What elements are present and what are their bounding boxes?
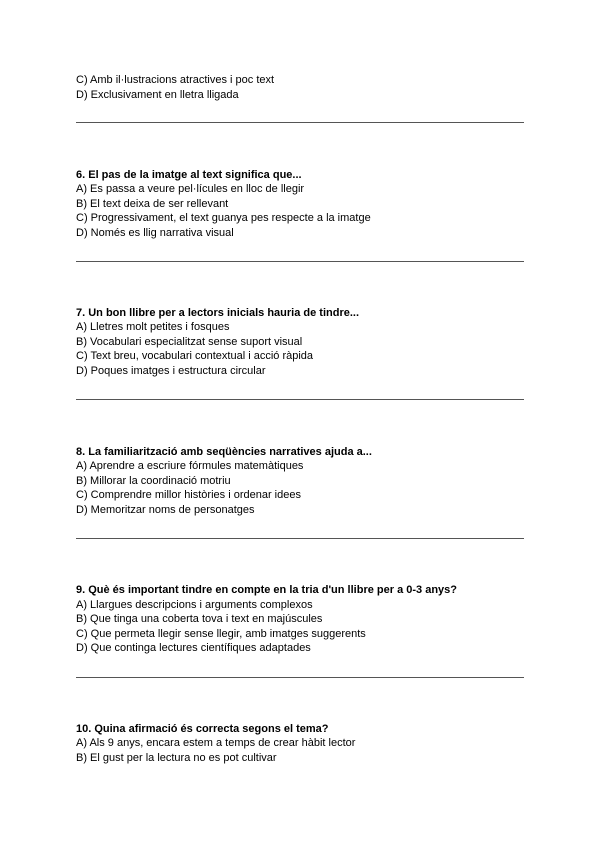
divider	[76, 399, 524, 400]
q9-option-a: A) Llargues descripcions i arguments complexos	[76, 599, 313, 611]
divider	[76, 677, 524, 678]
q7-question: 7. Un bon llibre per a lectors inicials hauria de tindre...	[76, 307, 360, 319]
divider	[76, 538, 524, 539]
q6-option-b: B) El text deixa de ser rellevant	[76, 198, 229, 210]
q9-option-c: C) Que permeta llegir sense llegir, amb imatges suggerents	[76, 628, 366, 640]
q8-option-a: A) Aprendre a escriure fórmules matemàtiques	[76, 460, 304, 472]
q6-option-a: A) Es passa a veure pel·lícules en lloc de llegir	[76, 183, 305, 195]
q10-option-a: A) Als 9 anys, encara estem a temps de crear hàbit lector	[76, 737, 356, 749]
q9-option-d: D) Que continga lectures científiques adaptades	[76, 642, 311, 654]
divider	[76, 261, 524, 262]
q5-option-d: D) Exclusivament en lletra lligada	[76, 89, 239, 101]
q7-option-c: C) Text breu, vocabulari contextual i acció ràpida	[76, 350, 314, 362]
q8-option-c: C) Comprendre millor històries i ordenar idees	[76, 489, 301, 501]
q7-option-b: B) Vocabulari especialitzat sense suport visual	[76, 336, 303, 348]
q6-option-d: D) Només es llig narrativa visual	[76, 227, 234, 239]
q7-option-a: A) Lletres molt petites i fosques	[76, 321, 230, 333]
q7-option-d: D) Poques imatges i estructura circular	[76, 365, 266, 377]
q10-option-b: B) El gust per la lectura no es pot cultivar	[76, 752, 277, 764]
q9-option-b: B) Que tinga una coberta tova i text en majúscules	[76, 613, 323, 625]
q10-question: 10. Quina afirmació és correcta segons el tema?	[76, 723, 329, 735]
q6-option-c: C) Progressivament, el text guanya pes respecte a la imatge	[76, 212, 371, 224]
q8-option-d: D) Memoritzar noms de personatges	[76, 504, 255, 516]
q8-option-b: B) Millorar la coordinació motriu	[76, 475, 231, 487]
divider	[76, 122, 524, 123]
q8-question: 8. La familiarització amb seqüències narratives ajuda a...	[76, 446, 372, 458]
q5-option-c: C) Amb il·lustracions atractives i poc text	[76, 74, 275, 86]
q9-question: 9. Què és important tindre en compte en la tria d'un llibre per a 0-3 anys?	[76, 584, 457, 596]
q6-question: 6. El pas de la imatge al text significa que...	[76, 169, 302, 181]
